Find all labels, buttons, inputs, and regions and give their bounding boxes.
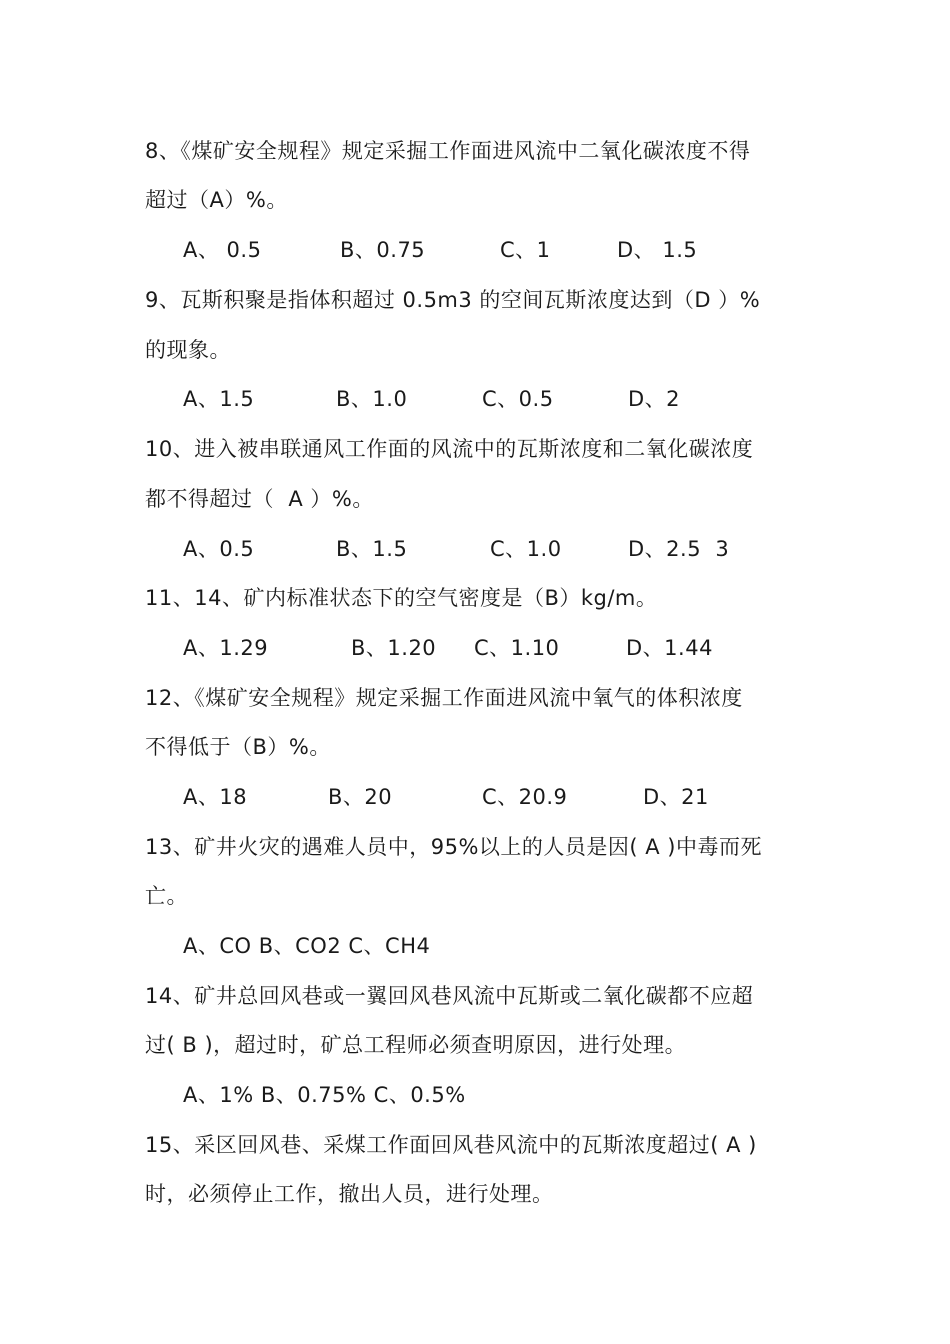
question-11-line-1: 11、14、矿内标准状态下的空气密度是（B）kg/m。	[145, 586, 658, 610]
question-9-line-1: 9、瓦斯积聚是指体积超过 0.5m3 的空间瓦斯浓度达到（D ）%	[145, 288, 761, 312]
option-d: D、1.44	[626, 636, 713, 660]
option-c: C、20.9	[482, 785, 568, 809]
question-13-line-2: 亡。	[145, 884, 188, 908]
option-c: C、0.5	[482, 387, 554, 411]
question-14-line-1: 14、矿井总回风巷或一翼回风巷风流中瓦斯或二氧化碳都不应超	[145, 984, 754, 1008]
question-13-options: A、CO B、CO2 C、CH4	[183, 934, 431, 958]
question-10-line-1: 10、进入被串联通风工作面的风流中的瓦斯浓度和二氧化碳浓度	[145, 437, 754, 461]
option-d: D、2.5 3	[628, 537, 730, 561]
question-15-line-1: 15、采区回风巷、采煤工作面回风巷风流中的瓦斯浓度超过( A )	[145, 1133, 757, 1157]
question-8-line-2: 超过（A）%。	[145, 188, 288, 212]
option-a: A、 0.5	[183, 238, 262, 262]
question-14-line-2: 过( B )，超过时，矿总工程师必须查明原因，进行处理。	[145, 1033, 687, 1057]
option-c: C、1.0	[490, 537, 562, 561]
option-c: C、1	[500, 238, 551, 262]
question-9-line-2: 的现象。	[145, 338, 231, 362]
question-10-line-2: 都不得超过（ A ）%。	[145, 487, 374, 511]
option-a: A、1.29	[183, 636, 269, 660]
option-d: D、2	[628, 387, 681, 411]
option-b: B、0.75	[340, 238, 426, 262]
option-d: D、21	[643, 785, 709, 809]
option-b: B、1.0	[336, 387, 408, 411]
question-15-line-2: 时，必须停止工作，撤出人员，进行处理。	[145, 1182, 554, 1206]
question-8-line-1: 8、《煤矿安全规程》规定采掘工作面进风流中二氧化碳浓度不得	[145, 139, 751, 163]
question-12-line-2: 不得低于（B）%。	[145, 735, 331, 759]
option-b: B、20	[328, 785, 393, 809]
question-13-line-1: 13、矿井火灾的遇难人员中，95%以上的人员是因( A )中毒而死	[145, 835, 762, 859]
question-12-line-1: 12、《煤矿安全规程》规定采掘工作面进风流中氧气的体积浓度	[145, 686, 743, 710]
option-a: A、0.5	[183, 537, 255, 561]
option-a: A、1.5	[183, 387, 255, 411]
option-c: C、1.10	[474, 636, 560, 660]
option-b: B、1.20	[351, 636, 437, 660]
option-b: B、1.5	[336, 537, 408, 561]
question-14-options: A、1% B、0.75% C、0.5%	[183, 1083, 466, 1107]
option-d: D、 1.5	[617, 238, 698, 262]
option-a: A、18	[183, 785, 248, 809]
